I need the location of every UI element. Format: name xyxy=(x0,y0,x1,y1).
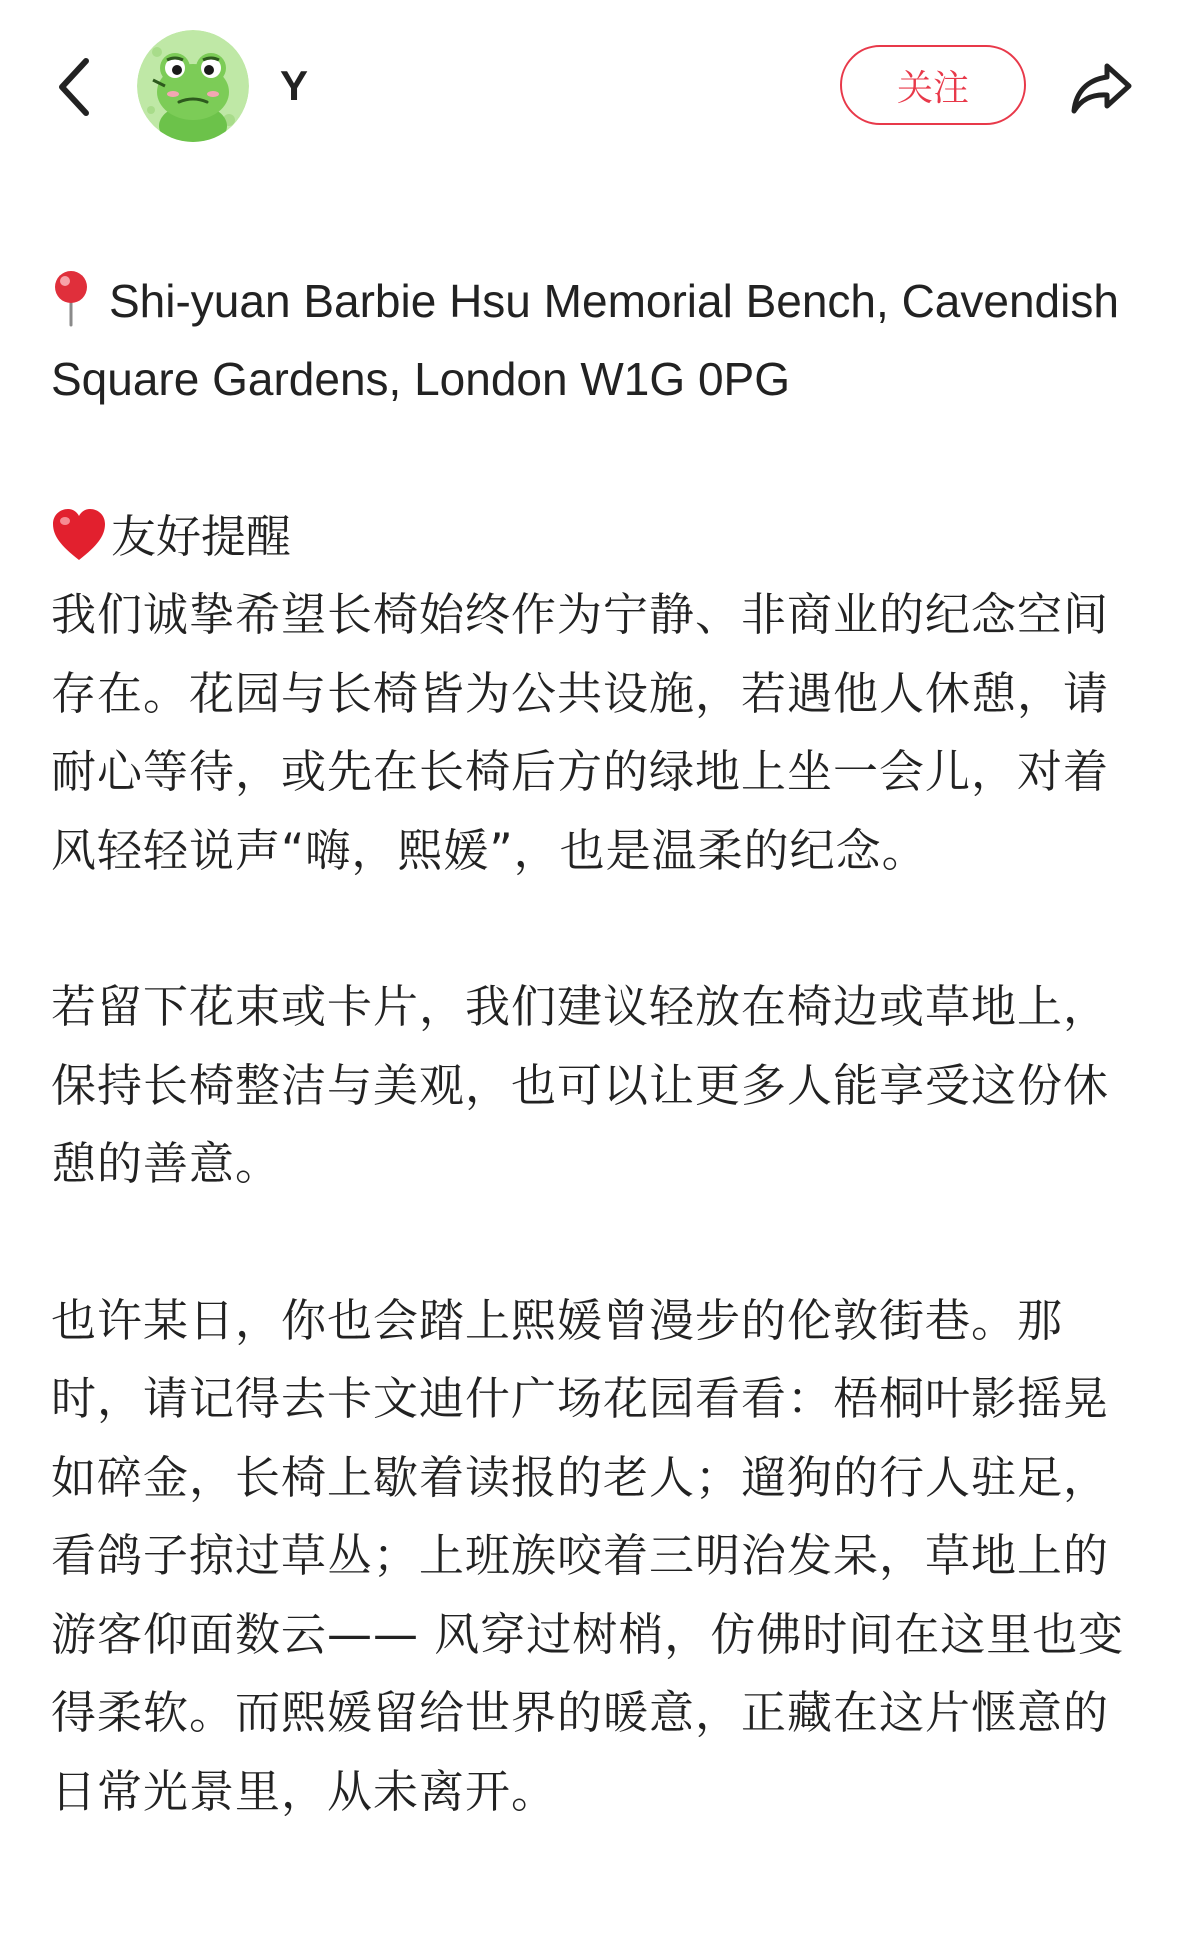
avatar[interactable] xyxy=(137,30,249,142)
post-body xyxy=(51,262,1141,1831)
location-line xyxy=(51,262,1141,418)
share-button[interactable] xyxy=(1066,52,1138,124)
red-heart-icon xyxy=(51,508,107,562)
reminder-heading xyxy=(51,498,1141,576)
follow-button[interactable]: 关注 xyxy=(840,45,1026,125)
paragraph-1: 我们诚挚希望长椅始终作为宁静、非商业的纪念空间存在。花园与长椅皆为公共设施，若遇他人休憩，请耐心等待，或先在长椅后方的绿地上坐一会儿，对着风轻轻说声“嗨，熙媛”，也是温柔的纪念。 xyxy=(51,588,1110,877)
paragraph-3: 也许某日，你也会踏上熙媛曾漫步的伦敦街巷。那时，请记得去卡文迪什广场花园看看：梧桐叶影摇晃如碎金，长椅上歇着读报的老人；遛狗的行人驻足，看鸽子掠过草丛；上班族咬着三明治发呆，草地上的游客仰面数云—— 风穿过树梢，仿佛时间在这里也变得柔软。而熙媛留给世界的暖意，正藏在这片惬意的日常光景里，从未离开。 xyxy=(51,1293,1125,1818)
username[interactable]: Y xyxy=(280,62,309,109)
reminder-title: 友好提醒 xyxy=(111,510,292,563)
chevron-left-icon xyxy=(54,55,94,119)
pushpin-icon xyxy=(51,269,91,327)
share-arrow-icon xyxy=(1069,60,1135,116)
top-bar xyxy=(0,0,1179,175)
location-text: Shi-yuan Barbie Hsu Memorial Bench, Cavendish Square Gardens, London W1G 0PG xyxy=(51,275,1119,405)
frog-avatar-icon xyxy=(137,30,249,142)
back-button[interactable] xyxy=(46,52,102,122)
paragraph-2: 若留下花束或卡片，我们建议轻放在椅边或草地上，保持长椅整洁与美观，也可以让更多人能享受这份休憩的善意。 xyxy=(51,980,1110,1190)
